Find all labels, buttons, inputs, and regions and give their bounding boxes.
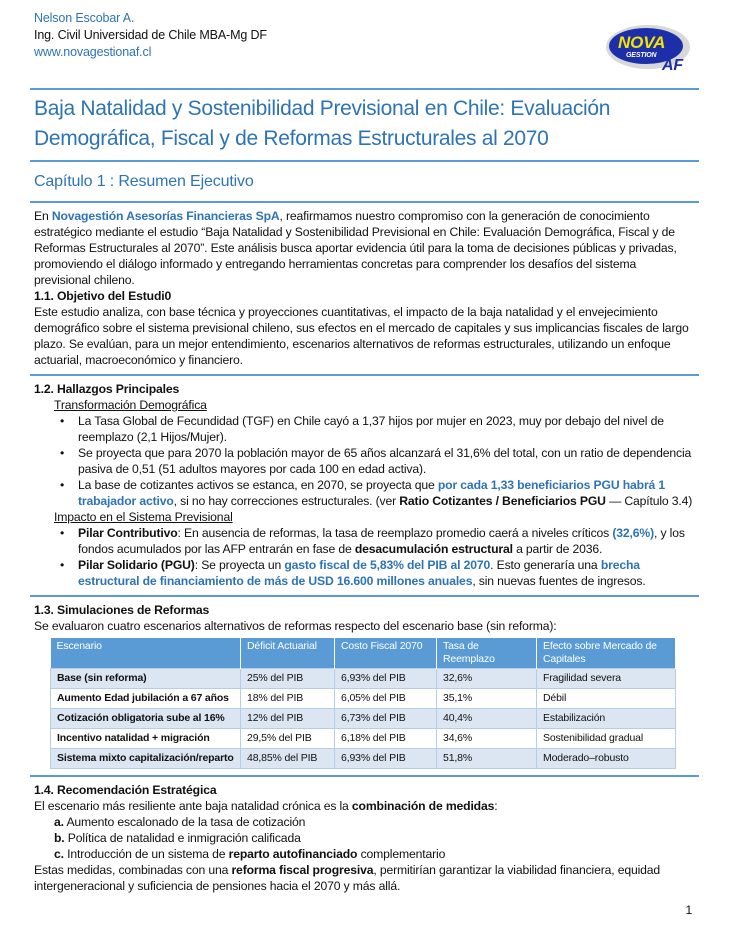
author-credentials: Ing. Civil Universidad de Chile MBA-Mg DF [34, 28, 267, 42]
table-cell: Sostenibilidad gradual [537, 729, 676, 749]
table-cell: 6,73% del PIB [335, 709, 437, 729]
table-row [51, 729, 676, 749]
list-item: • Pilar Solidario (PGU): Se proyecta un gasto fiscal de 5,83% del PIB al 2070. Esto generaría una brecha estructural de financiamiento de más de USD 16.600 millones anuales, sin nuevas fuentes de ingresos. [34, 557, 696, 589]
svg-text:AF: AF [662, 57, 684, 74]
svg-text:NOVA: NOVA [618, 33, 666, 52]
section-heading-1-4: 1.4. Recomendación Estratégica [34, 783, 217, 797]
table-cell: 6,93% del PIB [335, 669, 437, 689]
table-cell: 32,6% [437, 669, 537, 689]
section-heading-1-1: 1.1. Objetivo del Estudi0 [34, 289, 172, 303]
subheading-demographic: Transformación Demográfica [54, 398, 207, 412]
reform-scenarios-table [50, 638, 676, 769]
table-cell: 29,5% del PIB [241, 729, 335, 749]
section-heading-1-3: 1.3. Simulaciones de Reformas [34, 603, 210, 617]
table-cell: Moderado–robusto [537, 749, 676, 769]
author-name: Nelson Escobar A. [34, 11, 135, 25]
table-cell: 6,93% del PIB [335, 749, 437, 769]
table-row [51, 749, 676, 769]
table-row [51, 689, 676, 709]
page-number: 1 [685, 903, 692, 917]
column-header: Tasa de Reemplazo [437, 638, 537, 669]
divider [30, 374, 699, 376]
recommendation-item: a. Aumento escalonado de la tasa de cotización [54, 815, 306, 829]
document-header [34, 10, 696, 61]
divider [30, 88, 699, 90]
svg-text:GESTION: GESTION [626, 52, 657, 59]
column-header: Costo Fiscal 2070 [335, 638, 437, 669]
divider [30, 775, 699, 777]
table-cell: Fragilidad severa [537, 669, 676, 689]
table-cell: Débil [537, 689, 676, 709]
recommendation-intro: El escenario más resiliente ante baja natalidad crónica es la combinación de medidas: [34, 799, 498, 813]
list-item: • Se proyecta que para 2070 la población mayor de 65 años alcanzará el 31,6% del total, con un ratio de dependencia pasiva de 0,51 (51 adultos mayores por cada 100 en edad activa). [34, 445, 696, 477]
website-link[interactable]: www.novagestionaf.cl [34, 45, 152, 59]
table-cell: Cotización obligatoria sube al 16% [51, 709, 241, 729]
document-title: Baja Natalidad y Sostenibilidad Previsional en Chile: Evaluación Demográfica, Fiscal y de Reformas Estructurales al 2070 [34, 97, 611, 150]
recommendation-item: b. Política de natalidad e inmigración calificada [54, 831, 301, 845]
nova-gestion-logo [604, 20, 696, 76]
recommendation-conclusion: Estas medidas, combinadas con una reforma fiscal progresiva, permitirían garantizar la viabilidad financiera, equidad intergeneracional y suficiencia de pensiones hacia el 2070 y más allá. [34, 863, 661, 893]
table-cell: Sistema mixto capitalización/reparto [51, 749, 241, 769]
table-cell: Aumento Edad jubilación a 67 años [51, 689, 241, 709]
chapter-heading: Capítulo 1 : Resumen Ejecutivo [34, 173, 254, 190]
table-cell: Incentivo natalidad + migración [51, 729, 241, 749]
column-header: Déficit Actuarial [241, 638, 335, 669]
table-cell: 34,6% [437, 729, 537, 749]
section-heading-1-2: 1.2. Hallazgos Principales [34, 382, 180, 396]
simulations-intro: Se evaluaron cuatro escenarios alternativos de reformas respecto del escenario base (sin reforma): [34, 619, 557, 633]
table-cell: Base (sin reforma) [51, 669, 241, 689]
document-header-area [34, 10, 696, 88]
findings-section [34, 381, 696, 589]
intro-section [34, 208, 696, 368]
table-cell: 6,05% del PIB [335, 689, 437, 709]
table-cell: 12% del PIB [241, 709, 335, 729]
divider [30, 160, 699, 162]
table-row [51, 669, 676, 689]
simulations-section [34, 602, 696, 769]
table-cell: Estabilización [537, 709, 676, 729]
recommendation-section [34, 782, 696, 894]
table-cell: 51,8% [437, 749, 537, 769]
objective-paragraph: Este estudio analiza, con base técnica y proyecciones cuantitativas, el impacto de la baja natalidad y el envejecimiento demográfico sobre el sistema previsional chileno, sus efectos en el mercado de capitales y sus implicancias fiscales de largo plazo. Se evalúan, para un mejor entendimiento, escenarios alternativos de reformas estructurales, utilizando un enfoque actuarial, macroeconómico y financiero. [34, 305, 689, 367]
list-item: • La base de cotizantes activos se estanca, en 2070, se proyecta que por cada 1,33 beneficiarios PGU habrá 1 trabajador activo, si no hay correcciones estructurales. (ver Ratio Cotizantes / Beneficiarios PGU — Capítulo 3.4) [34, 477, 696, 509]
table-cell: 6,18% del PIB [335, 729, 437, 749]
table-cell: 25% del PIB [241, 669, 335, 689]
table-cell: 48,85% del PIB [241, 749, 335, 769]
table-cell: 18% del PIB [241, 689, 335, 709]
table-cell: 35,1% [437, 689, 537, 709]
table-cell: 40,4% [437, 709, 537, 729]
table-row [51, 709, 676, 729]
subheading-pension-impact: Impacto en el Sistema Previsional [54, 510, 233, 524]
divider [30, 201, 699, 203]
column-header: Escenario [51, 638, 241, 669]
list-item: • La Tasa Global de Fecundidad (TGF) en Chile cayó a 1,37 hijos por mujer en 2023, muy por debajo del nivel de reemplazo (2,1 Hijos/Mujer). [34, 413, 696, 445]
list-item: • Pilar Contributivo: En ausencia de reformas, la tasa de reemplazo promedio caerá a niveles críticos (32,6%), y los fondos acumulados por las AFP entrarán en fase de desacumulación estructural a partir de 2036. [34, 525, 696, 557]
column-header: Efecto sobre Mercado de Capitales [537, 638, 676, 669]
intro-paragraph: En Novagestión Asesorías Financieras SpA, reafirmamos nuestro compromiso con la generación de conocimiento estratégico mediante el estudio “Baja Natalidad y Sostenibilidad Previsional en Chile: Evaluación Demográfica, Fiscal y de Reformas Estructurales al 2070”. Este análisis busca aportar evidencia útil para la toma de decisiones públicas y privadas, promoviendo el diálogo informado y entregando herramientas concretas para comprender los desafíos del sistema previsional chileno. [34, 209, 677, 287]
recommendation-item: c. Introducción de un sistema de reparto autofinanciado complementario [54, 847, 446, 861]
divider [30, 595, 699, 597]
